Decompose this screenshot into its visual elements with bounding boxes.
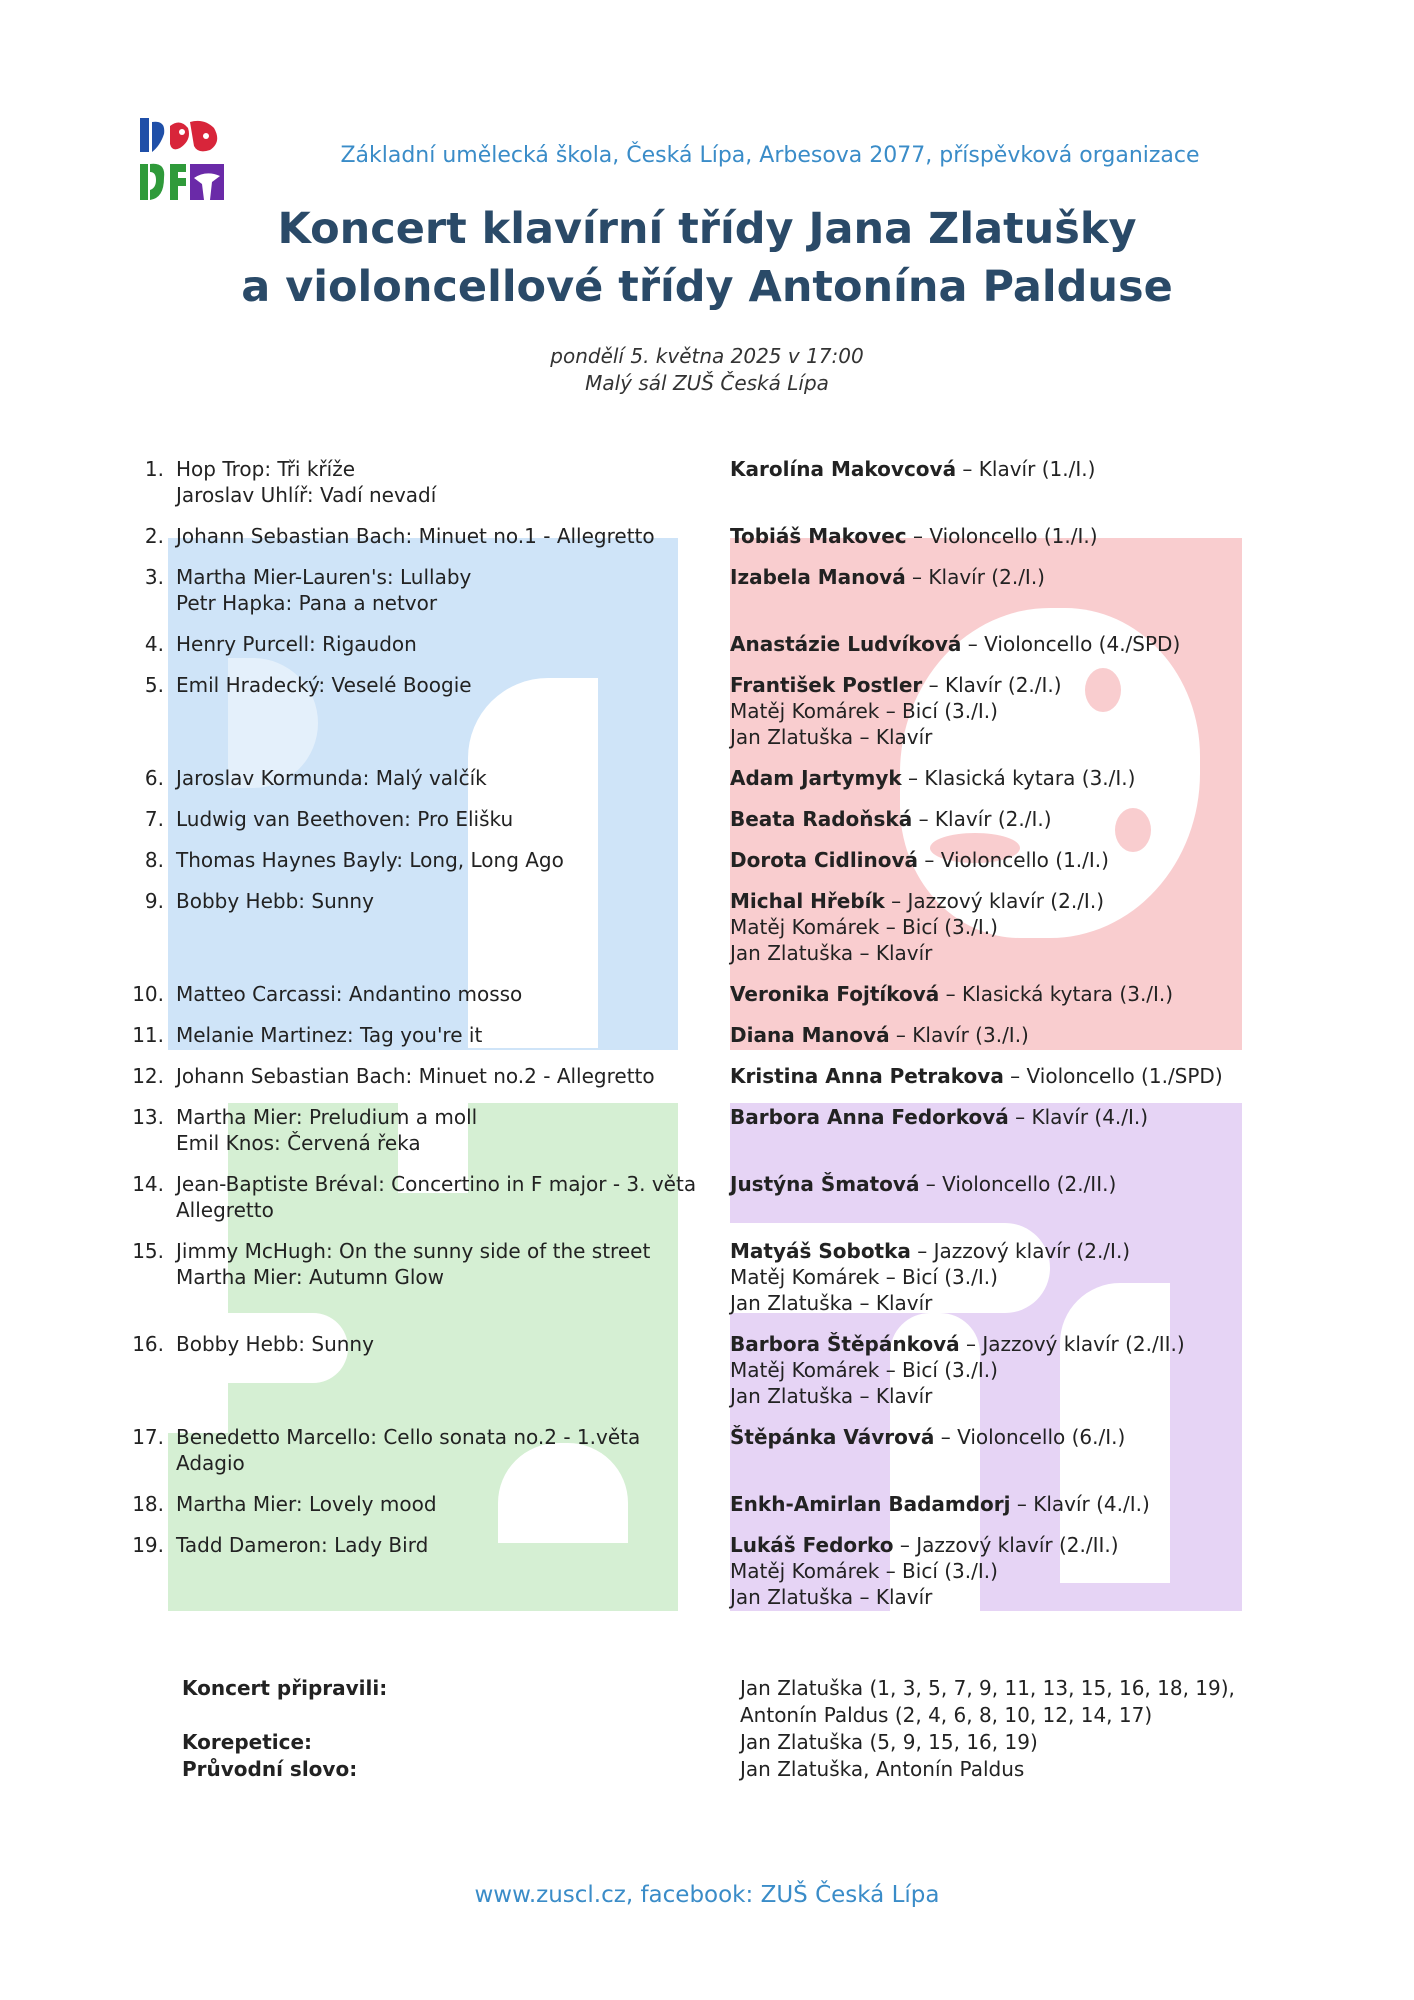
performer-role: – Violoncello (6./I.) [934, 1425, 1126, 1449]
performer-role: Matěj Komárek – Bicí (3./I.) [730, 699, 998, 723]
program-item-number: 2. [144, 524, 164, 548]
program-item-pieces [176, 1022, 726, 1048]
performer-line [730, 1383, 1290, 1409]
performer-name: Dorota Cidlinová [730, 848, 919, 872]
piece-title: Jean-Baptiste Bréval: Concertino in F major - 3. věta [176, 1172, 697, 1196]
piece-title: Jaroslav Uhlíř: Vadí nevadí [176, 483, 437, 507]
piece-title: Emil Hradecký: Veselé Boogie [176, 673, 472, 697]
program-item-pieces [176, 564, 726, 616]
performer-name: Anastázie Ludvíková [730, 632, 962, 656]
performer-line [730, 1424, 1290, 1450]
program-item-performers [730, 1171, 1290, 1197]
credits-slovo-label: Průvodní slovo: [182, 1757, 358, 1781]
piece-title: Johann Sebastian Bach: Minuet no.2 - Allegretto [176, 1064, 655, 1088]
program-item-pieces [176, 672, 726, 698]
program-item-number: 11. [132, 1023, 164, 1047]
performer-name: Beata Radoňská [730, 807, 913, 831]
performer-line [730, 1357, 1290, 1383]
performer-role: – Klavír (1./I.) [956, 457, 1096, 481]
program-item-performers [730, 1104, 1290, 1130]
performer-name: Barbora Štěpánková [730, 1332, 960, 1356]
piece-title: Martha Mier-Lauren's: Lullaby [176, 565, 472, 589]
program-item-pieces [176, 1532, 726, 1558]
title-line-2: a violoncellové třídy Antonína Palduse [241, 262, 1173, 312]
performer-role: – Klavír (3./I.) [889, 1023, 1029, 1047]
performer-line [730, 456, 1290, 482]
program-item-pieces [176, 1424, 726, 1476]
program-item-number: 5. [144, 673, 164, 697]
performer-role: – Klavír (2./I.) [912, 807, 1052, 831]
program-item-number: 13. [132, 1105, 164, 1129]
credits-prepared-label: Koncert připravili: [182, 1676, 388, 1700]
program-item-performers [730, 1532, 1290, 1610]
piece-title: Benedetto Marcello: Cello sonata no.2 - 1.věta [176, 1425, 641, 1449]
performer-role: – Jazzový klavír (2./II.) [893, 1533, 1119, 1557]
performer-role: – Jazzový klavír (2./II.) [959, 1332, 1185, 1356]
program-item-performers [730, 1424, 1290, 1450]
program-item-number: 6. [144, 766, 164, 790]
performer-line [730, 1022, 1290, 1048]
program-item-number: 9. [144, 889, 164, 913]
performer-role: Matěj Komárek – Bicí (3./I.) [730, 1265, 998, 1289]
performer-role: – Klasická kytara (3./I.) [939, 982, 1174, 1006]
performer-line [730, 698, 1290, 724]
piece-title: Johann Sebastian Bach: Minuet no.1 - Allegretto [176, 524, 655, 548]
performer-name: František Postler [730, 673, 923, 697]
performer-role: Jan Zlatuška – Klavír [730, 941, 933, 965]
performer-line [730, 1290, 1290, 1316]
performer-line [730, 1558, 1290, 1584]
program-item-number: 12. [132, 1064, 164, 1088]
performer-role: – Klavír (4./I.) [1010, 1492, 1150, 1516]
performer-name: Justýna Šmatová [730, 1172, 920, 1196]
program-item-pieces [176, 631, 726, 657]
performer-line [730, 1264, 1290, 1290]
performer-line [730, 1171, 1290, 1197]
school-name: Základní umělecká škola, Česká Lípa, Arbesova 2077, příspěvková organizace [340, 143, 1200, 168]
performer-line [730, 888, 1290, 914]
credits-korepetice-label: Korepetice: [182, 1730, 313, 1754]
performer-role: Jan Zlatuška – Klavír [730, 1384, 933, 1408]
performer-line [730, 631, 1290, 657]
performer-line [730, 847, 1290, 873]
performer-name: Izabela Manová [730, 565, 906, 589]
program-item-pieces [176, 765, 726, 791]
program-item-number: 15. [132, 1239, 164, 1263]
credits-korepetice-value: Jan Zlatuška (5, 9, 15, 16, 19) [740, 1730, 1038, 1754]
piece-title: Ludwig van Beethoven: Pro Elišku [176, 807, 514, 831]
performer-role: – Violoncello (2./II.) [919, 1172, 1117, 1196]
performer-line [730, 981, 1290, 1007]
performer-line [730, 806, 1290, 832]
program-item-number: 18. [132, 1492, 164, 1516]
program-item-number: 10. [132, 982, 164, 1006]
performer-line [730, 1063, 1290, 1089]
performer-role: Matěj Komárek – Bicí (3./I.) [730, 1358, 998, 1382]
program-item-performers [730, 1491, 1290, 1517]
program-item-number: 8. [144, 848, 164, 872]
performer-line [730, 1104, 1290, 1130]
program-item-pieces [176, 1171, 726, 1223]
performer-line [730, 672, 1290, 698]
performer-line [730, 523, 1290, 549]
performer-role: – Violoncello (4./SPD) [961, 632, 1181, 656]
performer-line [730, 1331, 1290, 1357]
program-item-pieces [176, 1331, 726, 1357]
program-item-performers [730, 847, 1290, 873]
program-item-pieces [176, 806, 726, 832]
piece-title: Emil Knos: Červená řeka [176, 1131, 421, 1155]
performer-name: Lukáš Fedorko [730, 1533, 894, 1557]
program-item-number: 14. [132, 1172, 164, 1196]
performer-name: Matyáš Sobotka [730, 1239, 911, 1263]
program-item-pieces [176, 1491, 726, 1517]
credits-slovo-value: Jan Zlatuška, Antonín Paldus [740, 1757, 1025, 1781]
footer-links[interactable]: www.zuscl.cz, facebook: ZUŠ Česká Lípa [474, 1882, 940, 1908]
piece-title: Martha Mier: Lovely mood [176, 1492, 437, 1516]
program-item-number: 1. [144, 457, 164, 481]
performer-role: – Klavír (2./I.) [922, 673, 1062, 697]
program-item-pieces [176, 523, 726, 549]
performer-name: Kristina Anna Petrakova [730, 1064, 1004, 1088]
program-item-pieces [176, 1238, 726, 1290]
program-item-number: 3. [144, 565, 164, 589]
piece-title: Allegretto [176, 1198, 274, 1222]
piece-title: Henry Purcell: Rigaudon [176, 632, 417, 656]
program-item-performers [730, 981, 1290, 1007]
performer-role: Jan Zlatuška – Klavír [730, 725, 933, 749]
program-item-pieces [176, 981, 726, 1007]
performer-name: Veronika Fojtíková [730, 982, 940, 1006]
program-item-number: 16. [132, 1332, 164, 1356]
piece-title: Martha Mier: Autumn Glow [176, 1265, 444, 1289]
performer-name: Štěpánka Vávrová [730, 1425, 935, 1449]
program-item-performers [730, 456, 1290, 482]
piece-title: Bobby Hebb: Sunny [176, 889, 374, 913]
performer-role: – Klasická kytara (3./I.) [901, 766, 1136, 790]
piece-title: Jaroslav Kormunda: Malý valčík [176, 766, 487, 790]
program-item-pieces [176, 1063, 726, 1089]
performer-name: Diana Manová [730, 1023, 890, 1047]
performer-name: Enkh-Amirlan Badamdorj [730, 1492, 1011, 1516]
program-item-pieces [176, 847, 726, 873]
program-item-performers [730, 523, 1290, 549]
program-item-performers [730, 806, 1290, 832]
piece-title: Matteo Carcassi: Andantino mosso [176, 982, 523, 1006]
performer-line [730, 564, 1290, 590]
program-item-performers [730, 888, 1290, 966]
program-item-performers [730, 564, 1290, 590]
program-item-number: 4. [144, 632, 164, 656]
program-item-number: 7. [144, 807, 164, 831]
performer-line [730, 724, 1290, 750]
piece-title: Thomas Haynes Bayly: Long, Long Ago [176, 848, 564, 872]
program-item-performers [730, 1063, 1290, 1089]
performer-line [730, 1532, 1290, 1558]
performer-line [730, 940, 1290, 966]
piece-title: Petr Hapka: Pana a netvor [176, 591, 438, 615]
performer-role: – Violoncello (1./I.) [918, 848, 1109, 872]
credits-prepared-line-1: Jan Zlatuška (1, 3, 5, 7, 9, 11, 13, 15, 16, 18, 19), [740, 1676, 1235, 1700]
performer-name: Barbora Anna Fedorková [730, 1105, 1009, 1129]
performer-name: Karolína Makovcová [730, 457, 957, 481]
performer-role: – Jazzový klavír (2./I.) [884, 889, 1104, 913]
performer-role: Jan Zlatuška – Klavír [730, 1291, 933, 1315]
piece-title: Adagio [176, 1451, 245, 1475]
performer-role: – Klavír (2./I.) [905, 565, 1045, 589]
program-item-performers [730, 765, 1290, 791]
program-item-performers [730, 1331, 1290, 1409]
performer-role: – Jazzový klavír (2./I.) [910, 1239, 1131, 1263]
program-item-performers [730, 631, 1290, 657]
performer-line [730, 765, 1290, 791]
program-item-pieces [176, 456, 726, 508]
performer-name: Adam Jartymyk [730, 766, 902, 790]
performer-line [730, 1584, 1290, 1610]
program-item-performers [730, 1022, 1290, 1048]
performer-role: Matěj Komárek – Bicí (3./I.) [730, 1559, 998, 1583]
program-item-performers [730, 672, 1290, 750]
credits-prepared-line-2: Antonín Paldus (2, 4, 6, 8, 10, 12, 14, 17) [740, 1703, 1153, 1727]
program-item-number: 19. [132, 1533, 164, 1557]
program-item-number: 17. [132, 1425, 164, 1449]
performer-name: Tobiáš Makovec [730, 524, 907, 548]
program-item-pieces [176, 888, 726, 914]
performer-name: Michal Hřebík [730, 889, 885, 913]
performer-role: Matěj Komárek – Bicí (3./I.) [730, 915, 998, 939]
piece-title: Bobby Hebb: Sunny [176, 1332, 374, 1356]
piece-title: Jimmy McHugh: On the sunny side of the street [176, 1239, 651, 1263]
piece-title: Martha Mier: Preludium a moll [176, 1105, 478, 1129]
performer-line [730, 1491, 1290, 1517]
performer-role: – Violoncello (1./I.) [906, 524, 1098, 548]
title-line-1: Koncert klavírní třídy Jana Zlatušky [277, 204, 1137, 254]
performer-role: – Klavír (4./I.) [1008, 1105, 1149, 1129]
event-venue: Malý sál ZUŠ Česká Lípa [585, 371, 829, 395]
performer-line [730, 1238, 1290, 1264]
performer-role: – Violoncello (1./SPD) [1003, 1064, 1223, 1088]
program-item-performers [730, 1238, 1290, 1316]
piece-title: Melanie Martinez: Tag you're it [176, 1023, 483, 1047]
performer-line [730, 914, 1290, 940]
piece-title: Tadd Dameron: Lady Bird [176, 1533, 429, 1557]
performer-role: Jan Zlatuška – Klavír [730, 1585, 933, 1609]
event-date: pondělí 5. května 2025 v 17:00 [550, 344, 864, 368]
program-item-pieces [176, 1104, 726, 1156]
piece-title: Hop Trop: Tři kříže [176, 457, 355, 481]
